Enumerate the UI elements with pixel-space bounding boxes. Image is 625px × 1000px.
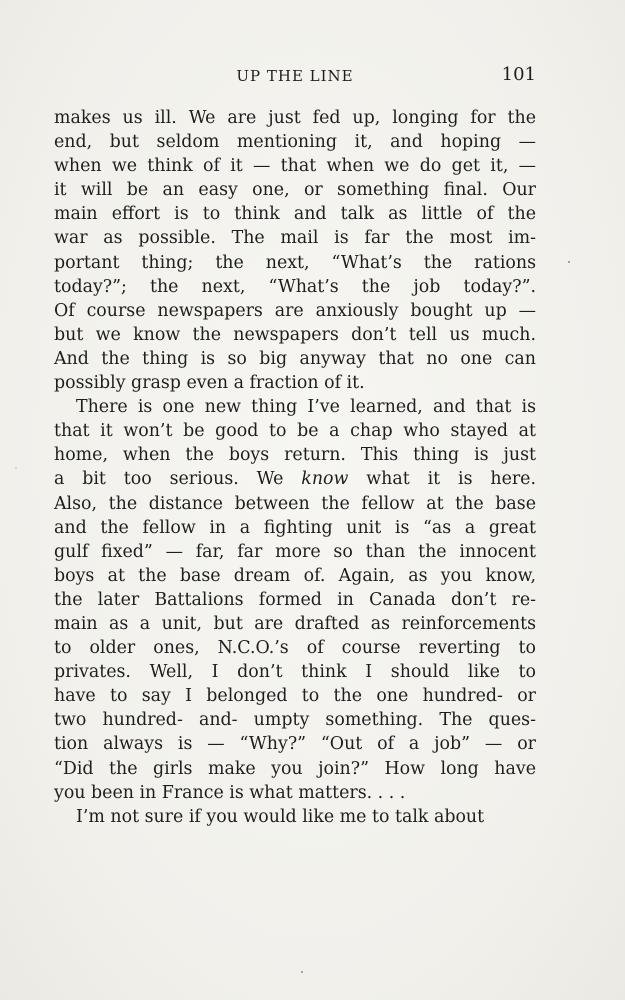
text-line: gulf fixed” — far, far more so than the innocent: [54, 541, 536, 562]
text-segment: what it is here.: [348, 469, 536, 490]
text-line: possibly grasp even a fraction of it.: [54, 373, 365, 394]
text-line: today?”; the next, “What’s the job today?”.: [54, 276, 536, 297]
text-line: And the thing is so big anyway that no one can: [54, 348, 536, 369]
running-head: UP THE LINE: [236, 67, 354, 85]
text-line: boys at the base dream of. Again, as you know,: [54, 565, 536, 586]
text-line: war as possible. The mail is far the most im-: [54, 228, 536, 249]
text-line: you been in France is what matters. . . .: [54, 782, 406, 803]
text-line: to older ones, N.C.O.’s of course reverting to: [54, 638, 536, 659]
text-line: that it won’t be good to be a chap who stayed at: [54, 421, 536, 442]
text-line: end, but seldom mentioning it, and hoping —: [54, 132, 536, 153]
text-line: makes us ill. We are just fed up, longing for the: [54, 108, 536, 128]
text-line: Also, the distance between the fellow at the base: [54, 493, 536, 514]
text-line: I’m not sure if you would like me to talk about: [76, 806, 485, 827]
text-line: and the fellow in a fighting unit is “as a great: [54, 517, 536, 538]
text-line: privates. Well, I don’t think I should like to: [54, 662, 536, 683]
text-line: main effort is to think and talk as little of the: [54, 204, 536, 225]
text-line: when we think of it — that when we do get it, —: [54, 156, 536, 177]
text-line: the later Battalions formed in Canada don’t re-: [54, 589, 536, 610]
italic-word: know: [301, 469, 349, 490]
text-segment: a bit too serious. We: [54, 469, 302, 490]
text-line: “Did the girls make you join?” How long have: [54, 758, 536, 779]
text-line: portant thing; the next, “What’s the rations: [54, 252, 536, 273]
text-line: have to say I belonged to the one hundred- or: [54, 686, 536, 707]
page-number: 101: [501, 64, 536, 85]
text-line: home, when the boys return. This thing is just: [54, 445, 536, 466]
text-line: main as a unit, but are drafted as reinforcements: [54, 613, 536, 634]
text-line: tion always is — “Why?” “Out of a job” — or: [54, 734, 536, 755]
text-line: There is one new thing I’ve learned, and that is: [76, 397, 536, 418]
text-line: it will be an easy one, or something final. Our: [54, 180, 536, 201]
text-line: two hundred- and- umpty something. The ques-: [54, 710, 536, 731]
text-line: Of course newspapers are anxiously bought up —: [54, 300, 536, 321]
text-line: but we know the newspapers don’t tell us much.: [54, 324, 536, 345]
